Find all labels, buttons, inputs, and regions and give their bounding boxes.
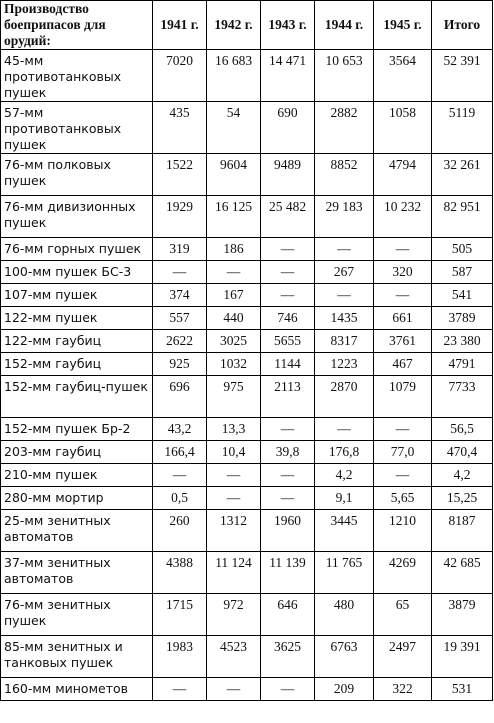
table-row	[1, 154, 493, 196]
cell-1943: —	[261, 261, 315, 284]
cell-1945: —	[374, 464, 432, 487]
cell-1941: —	[153, 261, 207, 284]
table-header	[1, 1, 493, 50]
row-label: 280-мм мортир	[1, 487, 153, 510]
header-row	[1, 1, 493, 50]
cell-total: 587	[432, 261, 493, 284]
cell-1941: 7020	[153, 50, 207, 102]
cell-1942: —	[207, 464, 261, 487]
cell-1944: 10 653	[315, 50, 374, 102]
cell-1945: 4794	[374, 154, 432, 196]
table-row	[1, 552, 493, 594]
cell-1945: 320	[374, 261, 432, 284]
cell-1944: 2870	[315, 376, 374, 418]
row-label: 76-мм полковых пушек	[1, 154, 153, 196]
cell-1941: 1929	[153, 196, 207, 238]
cell-1942: 54	[207, 102, 261, 154]
cell-1944: 8317	[315, 330, 374, 353]
header-total: Итого	[432, 1, 493, 50]
cell-1943: 690	[261, 102, 315, 154]
table-body	[1, 50, 493, 701]
cell-1943: 11 139	[261, 552, 315, 594]
row-label: 107-мм пушек	[1, 284, 153, 307]
cell-1942: 3025	[207, 330, 261, 353]
row-label: 203-мм гаубиц	[1, 441, 153, 464]
header-1943: 1943 г.	[261, 1, 315, 50]
cell-1944: 480	[315, 594, 374, 636]
cell-1943: 746	[261, 307, 315, 330]
cell-1942: 975	[207, 376, 261, 418]
cell-1942: 16 125	[207, 196, 261, 238]
table-row	[1, 510, 493, 552]
cell-1943: 39,8	[261, 441, 315, 464]
row-label: 122-мм гаубиц	[1, 330, 153, 353]
cell-1945: 2497	[374, 636, 432, 678]
cell-1945: —	[374, 284, 432, 307]
cell-1944: 9,1	[315, 487, 374, 510]
cell-1944: —	[315, 284, 374, 307]
cell-1942: 1312	[207, 510, 261, 552]
row-label: 25-мм зенитных автоматов	[1, 510, 153, 552]
row-label: 152-мм пушек Бр-2	[1, 418, 153, 441]
cell-1942: 10,4	[207, 441, 261, 464]
cell-1945: 5,65	[374, 487, 432, 510]
cell-1942: 16 683	[207, 50, 261, 102]
header-1942: 1942 г.	[207, 1, 261, 50]
cell-1942: 972	[207, 594, 261, 636]
header-1941: 1941 г.	[153, 1, 207, 50]
cell-1941: 1522	[153, 154, 207, 196]
cell-total: 541	[432, 284, 493, 307]
cell-total: 32 261	[432, 154, 493, 196]
cell-1944: 3445	[315, 510, 374, 552]
cell-1944: 2882	[315, 102, 374, 154]
cell-1941: 1715	[153, 594, 207, 636]
cell-1943: 646	[261, 594, 315, 636]
cell-1943: —	[261, 418, 315, 441]
cell-1945: 1210	[374, 510, 432, 552]
cell-1943: —	[261, 238, 315, 261]
table-row	[1, 261, 493, 284]
table-row	[1, 594, 493, 636]
cell-1942: 11 124	[207, 552, 261, 594]
cell-1941: 43,2	[153, 418, 207, 441]
cell-1942: 9604	[207, 154, 261, 196]
row-label: 100-мм пушек БС-3	[1, 261, 153, 284]
cell-1945: —	[374, 238, 432, 261]
cell-total: 3789	[432, 307, 493, 330]
cell-1945: 4269	[374, 552, 432, 594]
cell-1941: 374	[153, 284, 207, 307]
cell-1942: 1032	[207, 353, 261, 376]
cell-1942: 167	[207, 284, 261, 307]
row-label: 76-мм горных пушек	[1, 238, 153, 261]
cell-1941: 166,4	[153, 441, 207, 464]
table-row	[1, 50, 493, 102]
row-label: 210-мм пушек	[1, 464, 153, 487]
cell-1943: —	[261, 487, 315, 510]
table-row	[1, 376, 493, 418]
cell-total: 3879	[432, 594, 493, 636]
cell-total: 15,25	[432, 487, 493, 510]
cell-1942: —	[207, 487, 261, 510]
cell-total: 56,5	[432, 418, 493, 441]
cell-total: 7733	[432, 376, 493, 418]
table-row	[1, 418, 493, 441]
table-row	[1, 353, 493, 376]
cell-1941: 4388	[153, 552, 207, 594]
cell-1941: 435	[153, 102, 207, 154]
cell-1945: —	[374, 418, 432, 441]
cell-1944: 8852	[315, 154, 374, 196]
cell-1945: 77,0	[374, 441, 432, 464]
cell-1942: 13,3	[207, 418, 261, 441]
cell-1942: 440	[207, 307, 261, 330]
row-label: 122-мм пушек	[1, 307, 153, 330]
cell-1943: 1960	[261, 510, 315, 552]
cell-1941: 319	[153, 238, 207, 261]
cell-total: 531	[432, 678, 493, 701]
cell-1944: —	[315, 418, 374, 441]
row-label: 57-мм противотанковых пушек	[1, 102, 153, 154]
header-ammunition-type: Производство боеприпасов для орудий:	[1, 1, 153, 50]
row-label: 160-мм минометов	[1, 678, 153, 701]
cell-1944: 4,2	[315, 464, 374, 487]
table-row	[1, 330, 493, 353]
cell-1945: 10 232	[374, 196, 432, 238]
cell-total: 42 685	[432, 552, 493, 594]
table-row	[1, 487, 493, 510]
cell-total: 52 391	[432, 50, 493, 102]
header-1944: 1944 г.	[315, 1, 374, 50]
cell-total: 8187	[432, 510, 493, 552]
header-1945: 1945 г.	[374, 1, 432, 50]
cell-total: 505	[432, 238, 493, 261]
cell-1942: 4523	[207, 636, 261, 678]
cell-1943: 1144	[261, 353, 315, 376]
cell-1945: 1079	[374, 376, 432, 418]
cell-1941: 260	[153, 510, 207, 552]
table-row	[1, 284, 493, 307]
cell-1943: 5655	[261, 330, 315, 353]
cell-total: 5119	[432, 102, 493, 154]
row-label: 152-мм гаубиц	[1, 353, 153, 376]
cell-1944: 267	[315, 261, 374, 284]
cell-1943: —	[261, 464, 315, 487]
cell-1941: 925	[153, 353, 207, 376]
cell-1943: 9489	[261, 154, 315, 196]
row-label: 45-мм противотанковых пушек	[1, 50, 153, 102]
row-label: 37-мм зенитных автоматов	[1, 552, 153, 594]
cell-1941: 2622	[153, 330, 207, 353]
cell-total: 4791	[432, 353, 493, 376]
cell-1943: —	[261, 678, 315, 701]
cell-1943: 25 482	[261, 196, 315, 238]
cell-1944: 11 765	[315, 552, 374, 594]
cell-1945: 322	[374, 678, 432, 701]
row-label: 85-мм зенитных и танковых пушек	[1, 636, 153, 678]
cell-1941: 557	[153, 307, 207, 330]
cell-1944: —	[315, 238, 374, 261]
cell-1943: 3625	[261, 636, 315, 678]
cell-total: 19 391	[432, 636, 493, 678]
row-label: 76-мм зенитных пушек	[1, 594, 153, 636]
cell-1945: 467	[374, 353, 432, 376]
cell-1944: 1223	[315, 353, 374, 376]
table-row	[1, 636, 493, 678]
cell-1944: 29 183	[315, 196, 374, 238]
cell-1942: —	[207, 261, 261, 284]
row-label: 152-мм гаубиц-пушек	[1, 376, 153, 418]
table-row	[1, 238, 493, 261]
table-row	[1, 441, 493, 464]
cell-total: 82 951	[432, 196, 493, 238]
cell-1945: 65	[374, 594, 432, 636]
cell-1941: 0,5	[153, 487, 207, 510]
cell-1945: 1058	[374, 102, 432, 154]
cell-1945: 3761	[374, 330, 432, 353]
cell-1944: 176,8	[315, 441, 374, 464]
cell-1944: 1435	[315, 307, 374, 330]
cell-total: 23 380	[432, 330, 493, 353]
table-row	[1, 678, 493, 701]
table-row	[1, 196, 493, 238]
cell-1943: 2113	[261, 376, 315, 418]
cell-total: 4,2	[432, 464, 493, 487]
cell-1945: 3564	[374, 50, 432, 102]
cell-1941: 1983	[153, 636, 207, 678]
cell-1942: 186	[207, 238, 261, 261]
row-label: 76-мм дивизионных пушек	[1, 196, 153, 238]
cell-1945: 661	[374, 307, 432, 330]
table-row	[1, 102, 493, 154]
cell-1943: —	[261, 284, 315, 307]
table-row	[1, 464, 493, 487]
cell-1944: 6763	[315, 636, 374, 678]
cell-1941: 696	[153, 376, 207, 418]
table-row	[1, 307, 493, 330]
cell-total: 470,4	[432, 441, 493, 464]
cell-1941: —	[153, 678, 207, 701]
cell-1943: 14 471	[261, 50, 315, 102]
cell-1942: —	[207, 678, 261, 701]
cell-1944: 209	[315, 678, 374, 701]
cell-1941: —	[153, 464, 207, 487]
